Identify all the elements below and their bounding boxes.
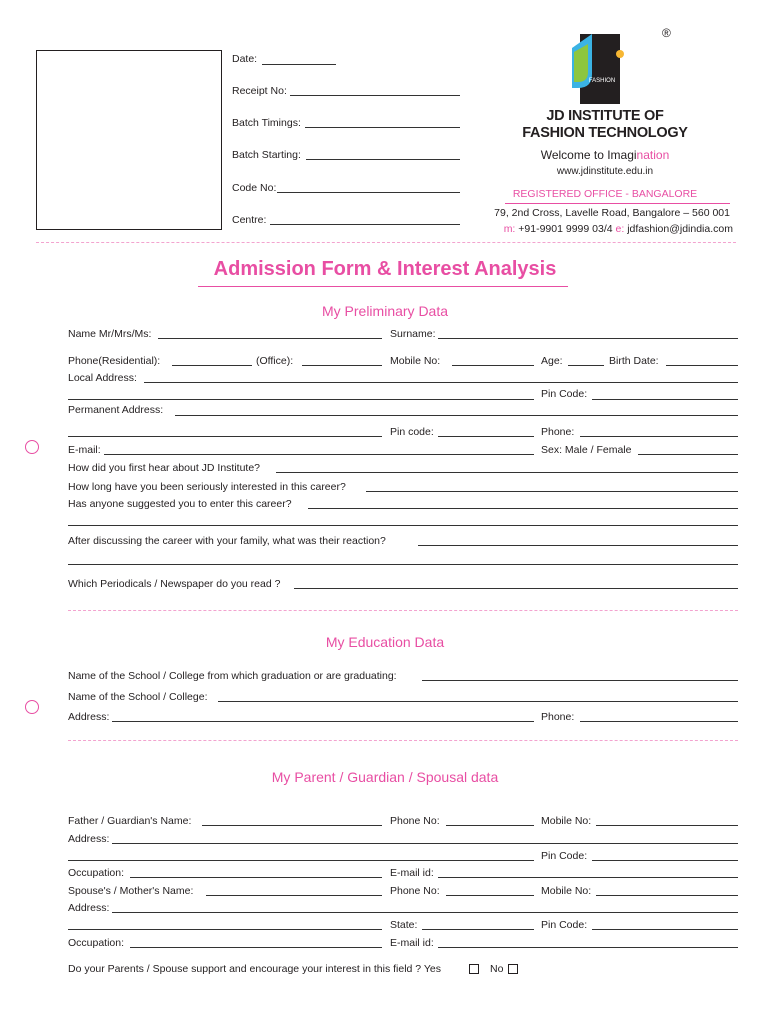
local-address-field-2[interactable] bbox=[68, 399, 534, 400]
question-suggested: Has anyone suggested you to enter this career? bbox=[68, 498, 292, 510]
father-mobile-label: Mobile No: bbox=[541, 815, 592, 827]
father-label: Father / Guardian's Name: bbox=[68, 815, 192, 827]
spouse-label: Spouse's / Mother's Name: bbox=[68, 885, 194, 897]
age-label: Age: bbox=[541, 355, 563, 367]
email-label: E-mail: bbox=[68, 444, 101, 456]
local-address-label: Local Address: bbox=[68, 372, 137, 384]
email-field[interactable] bbox=[104, 454, 534, 455]
father-occupation-field[interactable] bbox=[130, 877, 382, 878]
spouse-field[interactable] bbox=[206, 895, 382, 896]
father-address-field[interactable] bbox=[112, 843, 738, 844]
website[interactable]: www.jdinstitute.edu.in bbox=[556, 166, 654, 177]
punch-hole-top bbox=[25, 440, 39, 454]
no-checkbox[interactable] bbox=[508, 964, 518, 974]
father-pin-label: Pin Code: bbox=[541, 850, 588, 862]
support-question: Do your Parents / Spouse support and encourage your interest in this field ? Yes bbox=[68, 963, 441, 975]
father-phone-field[interactable] bbox=[446, 825, 534, 826]
age-field[interactable] bbox=[568, 365, 604, 366]
title-underline bbox=[198, 286, 568, 287]
school-grad-field[interactable] bbox=[422, 680, 738, 681]
institute-name-line2: FASHION TECHNOLOGY bbox=[522, 125, 688, 141]
name-field[interactable] bbox=[158, 338, 382, 339]
office-address: 79, 2nd Cross, Lavelle Road, Bangalore – 560 001 bbox=[494, 207, 730, 219]
receipt-field[interactable] bbox=[290, 95, 460, 96]
mobile-label: Mobile No: bbox=[390, 355, 441, 367]
sex-field[interactable] bbox=[638, 454, 738, 455]
surname-label: Surname: bbox=[390, 328, 436, 340]
local-address-field[interactable] bbox=[144, 382, 738, 383]
answer-periodicals[interactable] bbox=[294, 588, 738, 589]
answer-family-reaction-2[interactable] bbox=[68, 564, 738, 565]
father-phone-label: Phone No: bbox=[390, 815, 440, 827]
answer-suggested[interactable] bbox=[308, 508, 738, 509]
school-label: Name of the School / College: bbox=[68, 691, 208, 703]
sex-label: Sex: Male / Female bbox=[541, 444, 632, 456]
father-pin-field[interactable] bbox=[592, 860, 738, 861]
batch-starting-field[interactable] bbox=[306, 159, 460, 160]
centre-label: Centre: bbox=[232, 214, 267, 226]
spouse-mobile-label: Mobile No: bbox=[541, 885, 592, 897]
spouse-address-field[interactable] bbox=[112, 912, 738, 913]
form-title: Admission Form & Interest Analysis bbox=[213, 258, 557, 280]
spouse-email-label: E-mail id: bbox=[390, 937, 434, 949]
contact-line: m: +91-9901 9999 03/4 e: jdfashion@jdindia.com bbox=[503, 223, 733, 235]
code-field[interactable] bbox=[277, 192, 460, 193]
punch-hole-bottom bbox=[25, 700, 39, 714]
birth-date-label: Birth Date: bbox=[609, 355, 659, 367]
spouse-mobile-field[interactable] bbox=[596, 895, 738, 896]
permanent-address-field-2[interactable] bbox=[68, 436, 382, 437]
spouse-phone-field[interactable] bbox=[446, 895, 534, 896]
yes-checkbox[interactable] bbox=[469, 964, 479, 974]
office-heading: REGISTERED OFFICE - BANGALORE bbox=[512, 188, 698, 200]
permanent-address-field[interactable] bbox=[175, 415, 738, 416]
phone-label: Phone: bbox=[541, 426, 575, 438]
code-label: Code No: bbox=[232, 182, 277, 194]
divider-preliminary bbox=[68, 610, 738, 611]
question-how-long: How long have you been seriously interested in this career? bbox=[68, 481, 346, 493]
permanent-address-label: Permanent Address: bbox=[68, 404, 164, 416]
spouse-pin-field[interactable] bbox=[592, 929, 738, 930]
phone-res-field[interactable] bbox=[172, 365, 252, 366]
phone-field[interactable] bbox=[580, 436, 738, 437]
answer-family-reaction[interactable] bbox=[418, 545, 738, 546]
batch-starting-label: Batch Starting: bbox=[232, 149, 301, 161]
parent-heading: My Parent / Guardian / Spousal data bbox=[271, 769, 499, 785]
education-phone-field[interactable] bbox=[580, 721, 738, 722]
no-label: No bbox=[490, 963, 504, 975]
school-grad-label: Name of the School / College from which graduation or are graduating: bbox=[68, 670, 397, 682]
birth-date-field[interactable] bbox=[666, 365, 738, 366]
spouse-email-field[interactable] bbox=[438, 947, 738, 948]
question-periodicals: Which Periodicals / Newspaper do you read ? bbox=[68, 578, 281, 590]
school-field[interactable] bbox=[218, 701, 738, 702]
header-divider bbox=[36, 242, 736, 243]
batch-timings-field[interactable] bbox=[305, 127, 460, 128]
spouse-pin-label: Pin Code: bbox=[541, 919, 588, 931]
mobile-field[interactable] bbox=[452, 365, 534, 366]
logo bbox=[566, 30, 626, 108]
tagline: Welcome to Imagination bbox=[540, 148, 670, 162]
father-email-field[interactable] bbox=[438, 877, 738, 878]
father-mobile-field[interactable] bbox=[596, 825, 738, 826]
education-heading: My Education Data bbox=[325, 634, 445, 650]
spouse-occupation-field[interactable] bbox=[130, 947, 382, 948]
answer-hear-about[interactable] bbox=[276, 472, 738, 473]
photo-box[interactable] bbox=[36, 50, 222, 230]
education-phone-label: Phone: bbox=[541, 711, 575, 723]
logo-tag: FASHION bbox=[588, 78, 616, 84]
institute-name-line1: JD INSTITUTE OF bbox=[546, 108, 664, 124]
education-address-field[interactable] bbox=[112, 721, 534, 722]
centre-field[interactable] bbox=[270, 224, 460, 225]
spouse-address-field-2[interactable] bbox=[68, 929, 382, 930]
pin-code-lower-label: Pin code: bbox=[390, 426, 434, 438]
date-label: Date: bbox=[232, 53, 258, 65]
batch-timings-label: Batch Timings: bbox=[232, 117, 301, 129]
father-field[interactable] bbox=[202, 825, 382, 826]
father-address-label: Address: bbox=[68, 833, 110, 845]
state-label: State: bbox=[390, 919, 418, 931]
question-hear-about: How did you first hear about JD Institute? bbox=[68, 462, 261, 474]
receipt-label: Receipt No: bbox=[232, 85, 287, 97]
state-field[interactable] bbox=[422, 929, 534, 930]
answer-how-long[interactable] bbox=[366, 491, 738, 492]
divider-education bbox=[68, 740, 738, 741]
father-occupation-label: Occupation: bbox=[68, 867, 125, 879]
father-address-field-2[interactable] bbox=[68, 860, 534, 861]
office-phone-field[interactable] bbox=[302, 365, 382, 366]
spouse-address-label: Address: bbox=[68, 902, 110, 914]
education-address-label: Address: bbox=[68, 711, 110, 723]
father-email-label: E-mail id: bbox=[390, 867, 434, 879]
surname-field[interactable] bbox=[438, 338, 738, 339]
name-label: Name Mr/Mrs/Ms: bbox=[68, 328, 152, 340]
answer-suggested-2[interactable] bbox=[68, 525, 738, 526]
pin-code-label: Pin Code: bbox=[541, 388, 588, 400]
preliminary-heading: My Preliminary Data bbox=[321, 303, 449, 319]
office-phone-label: (Office): bbox=[256, 355, 294, 367]
question-family-reaction: After discussing the career with your family, what was their reaction? bbox=[68, 535, 386, 547]
registered-mark: ® bbox=[662, 26, 671, 40]
pin-code-lower-field[interactable] bbox=[438, 436, 534, 437]
office-divider bbox=[505, 203, 730, 204]
date-field[interactable] bbox=[262, 64, 336, 65]
pin-code-field[interactable] bbox=[592, 399, 738, 400]
phone-res-label: Phone(Residential): bbox=[68, 355, 161, 367]
spouse-phone-label: Phone No: bbox=[390, 885, 440, 897]
spouse-occupation-label: Occupation: bbox=[68, 937, 125, 949]
